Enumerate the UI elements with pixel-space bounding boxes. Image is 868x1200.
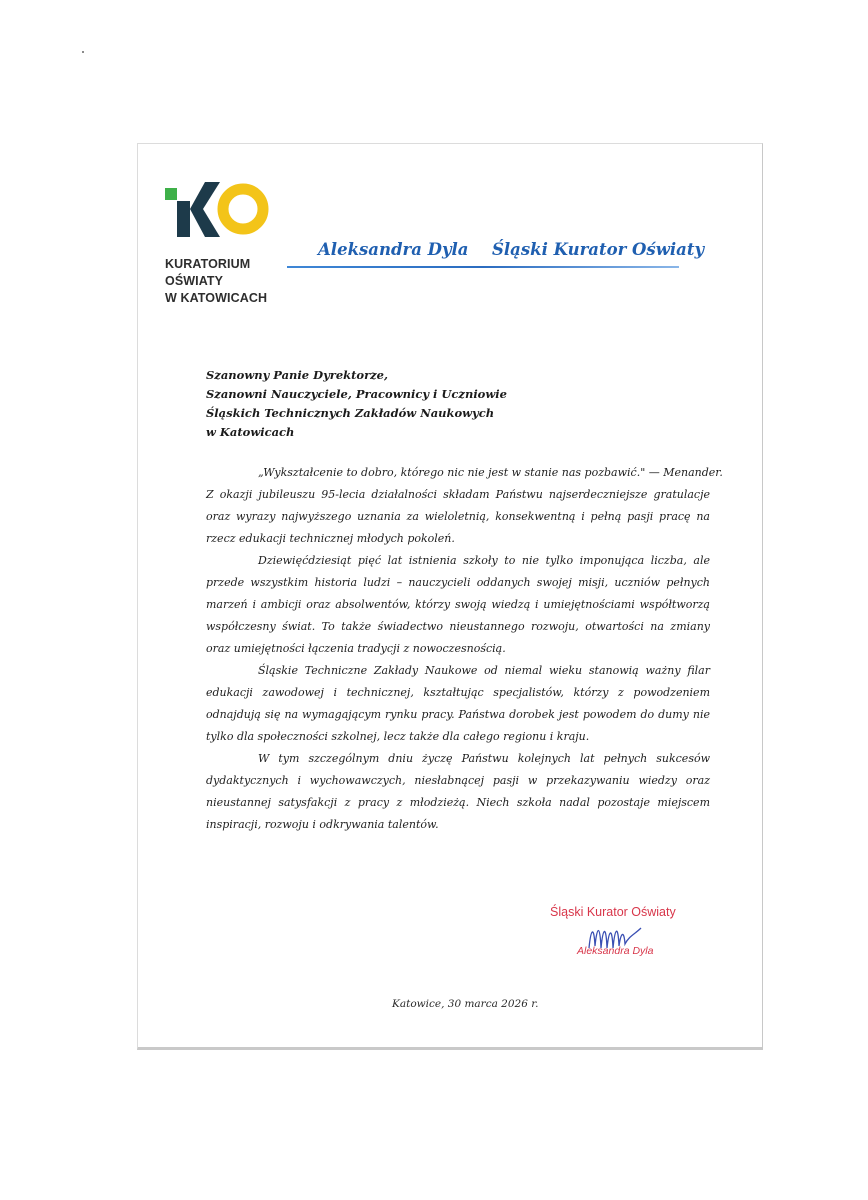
- body-paragraph-1: Z okazji jubileuszu 95-lecia działalności składam Państwu najserdeczniejsze gratulacje oraz wyrazy najwyższego uznania za wieloletnią, konsekwentną i pełną pasji pracę na rzecz edukacji technicznej młodych pokoleń.: [206, 488, 710, 545]
- logo-green-square: [165, 188, 177, 200]
- letter-body: [206, 462, 723, 836]
- body-paragraph-2: Dziewięćdziesiąt pięć lat istnienia szkoły to nie tylko imponująca liczba, ale przede wszystkim historia ludzi – nauczycieli oddanych swojej misji, uczniów pełnych marzeń i ambicji oraz absolwentów, którzy swoją wiedzą i umiejętnościami współtworzą współczesny świat. To także świadectwo nieustannego rozwoju, otwartości na zmiany oraz umiejętności łączenia tradycji z nowoczesnością.: [206, 554, 710, 655]
- logo-k-arm-upper: [190, 182, 220, 209]
- header-sender-name: Aleksandra Dyla: [318, 240, 469, 259]
- stamp-name: Aleksandra Dyla: [577, 945, 654, 957]
- salutation-line-1: Szanowny Panie Dyrektorze,: [206, 368, 388, 382]
- organization-name: [165, 256, 267, 307]
- header-sender-title: Śląski Kurator Oświaty: [492, 240, 705, 259]
- place-and-date: Katowice, 30 marca 2026 r.: [392, 998, 539, 1010]
- salutation-block: [206, 366, 507, 442]
- logo-o-ring: [223, 189, 263, 229]
- body-paragraph-3: Śląskie Techniczne Zakłady Naukowe od niemal wieku stanowią ważny filar edukacji zawodowej i technicznej, kształtując specjalistów, którzy z powodzeniem odnajdują się na wymagającym rynku pracy. Państwa dorobek jest powodem do dumy nie tylko dla społeczności szkolnej, lecz także dla całego regionu i kraju.: [206, 664, 710, 743]
- org-name-line-2: OŚWIATY: [165, 274, 224, 288]
- logo-k-stem: [177, 201, 190, 217]
- scan-speck: [82, 51, 84, 53]
- stamp-title: Śląski Kurator Oświaty: [550, 905, 676, 919]
- opening-quote: „Wykształcenie to dobro, którego nic nie jest w stanie nas pozbawić." — Menander.: [258, 466, 723, 479]
- salutation-line-2: Szanowni Nauczyciele, Pracownicy i Uczniowie: [206, 387, 507, 401]
- header-divider: [287, 266, 679, 268]
- logo-k-stem-lower: [177, 217, 190, 237]
- org-name-line-3: W KATOWICACH: [165, 291, 268, 305]
- salutation-line-4: w Katowicach: [206, 425, 295, 439]
- kuratorium-logo-icon: [165, 182, 270, 237]
- org-name-line-1: KURATORIUM: [165, 257, 251, 271]
- salutation-line-3: Śląskich Technicznych Zakładów Naukowych: [206, 406, 495, 420]
- body-paragraph-4: W tym szczególnym dniu życzę Państwu kolejnych lat pełnych sukcesów dydaktycznych i wychowawczych, niesłabnącej pasji w przekazywaniu wiedzy oraz nieustannej satysfakcji z pracy z młodzieżą. Niech szkoła nadal pozostaje miejscem inspiracji, rozwoju i odkrywania talentów.: [206, 752, 710, 831]
- logo-k-arm-lower: [190, 209, 220, 237]
